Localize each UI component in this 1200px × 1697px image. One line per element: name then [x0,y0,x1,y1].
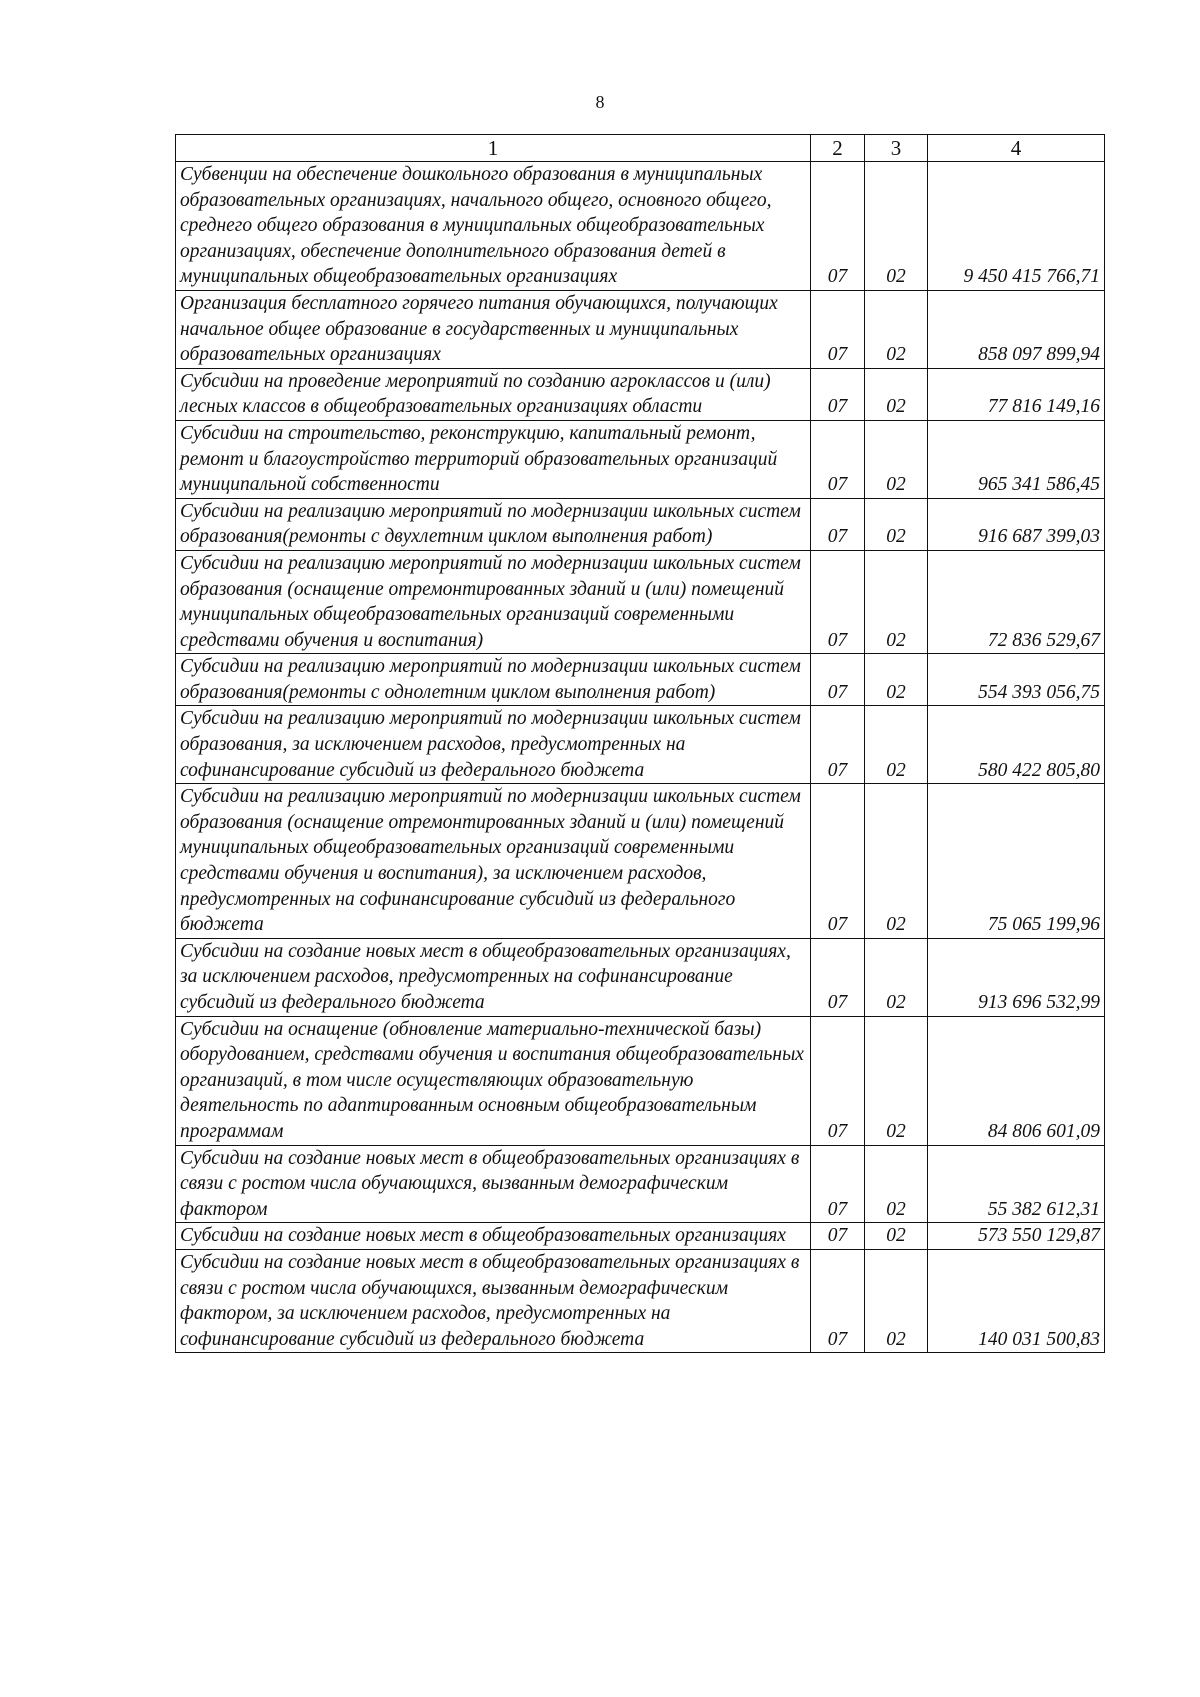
row-amount: 84 806 601,09 [928,1016,1105,1145]
row-amount: 913 696 532,99 [928,938,1105,1016]
row-subsection: 02 [865,368,928,420]
header-col-2: 2 [811,135,865,162]
row-subsection: 02 [865,1016,928,1145]
row-amount: 573 550 129,87 [928,1223,1105,1250]
row-amount: 858 097 899,94 [928,290,1105,368]
row-amount: 140 031 500,83 [928,1249,1105,1352]
row-description: Субсидии на создание новых мест в общеобразовательных организациях в связи с ростом числа обучающихся, вызванным демографическим фактором, за исключением расходов, предусмотренных на софинансирование субсидий из федерального бюджета [176,1249,811,1352]
row-section: 07 [811,1016,865,1145]
budget-table [175,134,1105,1353]
row-section: 07 [811,938,865,1016]
row-description: Организация бесплатного горячего питания обучающихся, получающих начальное общее образование в государственных и муниципальных образовательных организациях [176,290,811,368]
row-subsection: 02 [865,1145,928,1223]
row-subsection: 02 [865,290,928,368]
row-section: 07 [811,290,865,368]
row-subsection: 02 [865,784,928,939]
row-section: 07 [811,1223,865,1250]
table-row [176,550,1105,653]
table-row [176,706,1105,784]
row-subsection: 02 [865,1249,928,1352]
row-subsection: 02 [865,550,928,653]
row-amount: 554 393 056,75 [928,654,1105,706]
row-description: Субсидии на строительство, реконструкцию, капитальный ремонт, ремонт и благоустройство территорий образовательных организаций муниципальной собственности [176,420,811,498]
header-row [176,135,1105,162]
row-description: Субсидии на реализацию мероприятий по модернизации школьных систем образования(ремонты с двухлетним циклом выполнения работ) [176,498,811,550]
table-row [176,1016,1105,1145]
page-number: 8 [595,92,605,112]
row-section: 07 [811,162,865,291]
table-row [176,1223,1105,1250]
row-subsection: 02 [865,938,928,1016]
row-description: Субсидии на проведение мероприятий по созданию агроклассов и (или) лесных классов в общеобразовательных организациях области [176,368,811,420]
row-description: Субсидии на реализацию мероприятий по модернизации школьных систем образования(ремонты с однолетним циклом выполнения работ) [176,654,811,706]
table-row [176,938,1105,1016]
row-description: Субсидии на создание новых мест в общеобразовательных организациях, за исключением расходов, предусмотренных на софинансирование субсидий из федерального бюджета [176,938,811,1016]
row-subsection: 02 [865,162,928,291]
row-section: 07 [811,1249,865,1352]
header-col-1: 1 [176,135,811,162]
row-amount: 72 836 529,67 [928,550,1105,653]
row-section: 07 [811,706,865,784]
row-subsection: 02 [865,1223,928,1250]
row-section: 07 [811,550,865,653]
row-section: 07 [811,420,865,498]
table-row [176,654,1105,706]
row-description: Субсидии на реализацию мероприятий по модернизации школьных систем образования (оснащение отремонтированных зданий и (или) помещений муниципальных общеобразовательных организаций современными средствами обучения и воспитания) [176,550,811,653]
row-subsection: 02 [865,420,928,498]
row-description: Субсидии на оснащение (обновление материально-технической базы) оборудованием, средствами обучения и воспитания общеобразовательных организаций, в том числе осуществляющих образовательную деятельность по адаптированным основным общеобразовательным программам [176,1016,811,1145]
row-section: 07 [811,784,865,939]
row-amount: 916 687 399,03 [928,498,1105,550]
row-amount: 55 382 612,31 [928,1145,1105,1223]
table-row [176,290,1105,368]
row-amount: 580 422 805,80 [928,706,1105,784]
table-row [176,162,1105,291]
row-subsection: 02 [865,498,928,550]
row-amount: 9 450 415 766,71 [928,162,1105,291]
row-section: 07 [811,498,865,550]
row-amount: 75 065 199,96 [928,784,1105,939]
row-description: Субсидии на создание новых мест в общеобразовательных организациях в связи с ростом числа обучающихся, вызванным демографическим фактором [176,1145,811,1223]
row-subsection: 02 [865,654,928,706]
row-description: Субсидии на создание новых мест в общеобразовательных организациях [176,1223,811,1250]
row-subsection: 02 [865,706,928,784]
table-row [176,784,1105,939]
row-amount: 77 816 149,16 [928,368,1105,420]
table-row [176,1249,1105,1352]
row-section: 07 [811,654,865,706]
header-col-3: 3 [865,135,928,162]
row-section: 07 [811,368,865,420]
table-row [176,368,1105,420]
row-description: Субсидии на реализацию мероприятий по модернизации школьных систем образования, за исключением расходов, предусмотренных на софинансирование субсидий из федерального бюджета [176,706,811,784]
row-description: Субсидии на реализацию мероприятий по модернизации школьных систем образования (оснащение отремонтированных зданий и (или) помещений муниципальных общеобразовательных организаций современными средствами обучения и воспитания), за исключением расходов, предусмотренных на софинансирование субсидий из федерального бюджета [176,784,811,939]
row-description: Субвенции на обеспечение дошкольного образования в муниципальных образовательных организациях, начального общего, основного общего, среднего общего образования в муниципальных общеобразовательных организациях, обеспечение дополнительного образования детей в муниципальных общеобразовательных организациях [176,162,811,291]
table-row [176,420,1105,498]
row-section: 07 [811,1145,865,1223]
row-amount: 965 341 586,45 [928,420,1105,498]
table-row [176,1145,1105,1223]
table-row [176,498,1105,550]
header-col-4: 4 [928,135,1105,162]
